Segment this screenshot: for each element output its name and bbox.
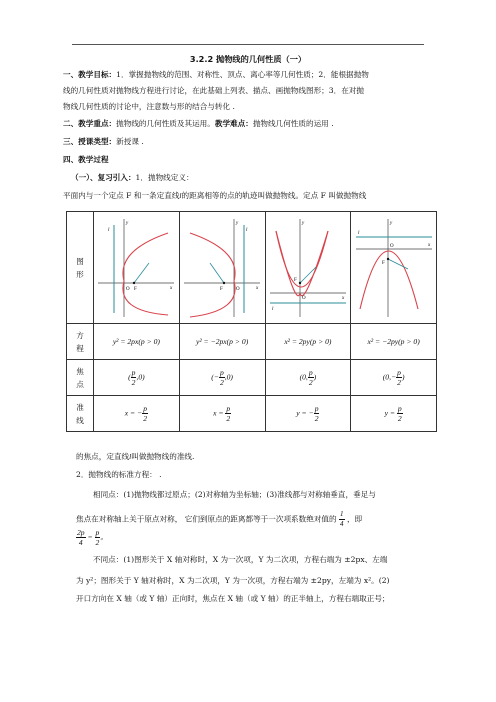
svg-text:O: O — [126, 286, 130, 292]
table-row-figures — [67, 212, 437, 324]
parabola-up-figure — [266, 213, 350, 321]
equation-cell: y² = −2px(p > 0) — [179, 324, 265, 360]
page-title: 3.2.2 抛物线的几何性质（一） — [189, 54, 307, 64]
directrix-cell: y = − $\frac{p}{2}$ — [265, 396, 351, 432]
diff-line-1: 不同点：(1)图形关于 X 轴对称时，X 为一次项，Y 为二次项，方程右端为 ±2px、左端 — [93, 555, 388, 564]
fraction-2p-4: $\frac{2p}{4}$ — [77, 528, 85, 547]
diff-line-2: 为 y²；图形关于 Y 轴对称时，X 为二次项，Y 为一次项，方程右端为 ±2py，左端为 x²。(2) — [76, 576, 390, 585]
objectives-line-1: 一、教学目标：1．掌握抛物线的范围、对称性、顶点、离心率等几何性质；2．能根据抛物 — [63, 70, 369, 79]
row-label-equation: 方 程 — [67, 324, 94, 360]
focus-cell: (0, $\frac{p}{2}$ ) — [265, 360, 351, 396]
equation-cell: x² = −2py(p > 0) — [351, 324, 437, 360]
svg-text:l: l — [108, 227, 110, 233]
svg-text:F: F — [293, 277, 297, 283]
focus-cell: ( $\frac{p}{2}$ ,0) — [94, 360, 180, 396]
table-row-directrices — [67, 396, 437, 432]
objectives-line-2: 线的几何性质对抛物线方程进行讨论，在此基础上列表、描点、画抛物线图形；3．在对抛 — [63, 86, 364, 95]
svg-text:x: x — [341, 295, 345, 301]
same-line-1: 相同点：(1)抛物线都过原点；(2)对称轴为坐标轴；(3)准线都与对称轴垂直，垂足与 — [93, 490, 376, 499]
row-label-focus: 焦 点 — [67, 360, 94, 396]
svg-text:l: l — [271, 306, 274, 312]
same-line-2: 焦点在对称轴上关于原点对称， 它们到原点的距离都等于一次项系数绝对值的 $\frac{1}{4}$ ，即 — [76, 510, 363, 528]
svg-text:F: F — [220, 286, 223, 292]
svg-text:x: x — [256, 285, 259, 291]
focus-cell: (− $\frac{p}{2}$ ,0) — [179, 360, 265, 396]
directrix-cell: y = $\frac{p}{2}$ — [351, 396, 437, 432]
focus-cell: (0,− $\frac{p}{2}$ ) — [351, 360, 437, 396]
diff-line-3: 开口方向在 X 轴（或 Y 轴）正向时，焦点在 X 轴（或 Y 轴）的正半轴上，方程右端取正号； — [76, 594, 390, 603]
svg-text:y: y — [389, 220, 392, 226]
table-row-foci — [67, 360, 437, 396]
review-line: （一）、复习引入：1．抛物线定义： — [71, 173, 194, 182]
objectives-line-3: 物线几何性质的讨论中，注意数与形的结合与转化 . — [63, 102, 235, 111]
parabola-down-figure — [352, 213, 436, 321]
svg-text:y: y — [236, 220, 239, 226]
definition-line: 平面内与一个定点 F 和一条定直线l的距离相等的点的轨迹叫做抛物线。定点 F 叫做抛物线 — [63, 191, 367, 200]
quarter-fraction: $\frac{1}{4}$ — [340, 510, 344, 528]
process-heading: 四、教学过程 — [63, 155, 109, 164]
svg-text:y: y — [301, 220, 305, 226]
parabola-right-figure — [94, 213, 178, 321]
same-line-3: $\frac{2p}{4}$ = $\frac{p}{2}$ 。 — [77, 528, 108, 547]
lesson-type-line: 三、授课类型：新授课 . — [63, 137, 144, 146]
svg-text:l: l — [246, 227, 248, 233]
figure-left-opening — [179, 212, 265, 324]
objectives-heading: 一、教学目标： — [63, 70, 117, 79]
svg-text:O: O — [236, 286, 240, 292]
directrix-cell: x = $\frac{p}{2}$ — [179, 396, 265, 432]
table-row-equations — [67, 324, 437, 360]
focus-line: 二、教学重点：抛物线的几何性质及其运用。教学难点：抛物线几何性质的运用 . — [63, 119, 334, 128]
figure-down-opening — [351, 212, 437, 324]
directrix-cell: x = − $\frac{p}{2}$ — [94, 396, 180, 432]
figure-up-opening — [265, 212, 351, 324]
row-label-directrix: 准 线 — [67, 396, 94, 432]
parabola-left-figure — [180, 213, 264, 321]
svg-text:F: F — [381, 260, 385, 266]
standard-equation-line: 2．抛物线的标准方程： . — [76, 470, 162, 479]
svg-text:x: x — [427, 242, 430, 248]
svg-text:O: O — [389, 243, 394, 249]
svg-text:x: x — [170, 285, 173, 291]
header-rule — [72, 44, 424, 45]
equation-cell: y² = 2px(p > 0) — [94, 324, 180, 360]
svg-text:F: F — [134, 286, 138, 292]
row-label-figure: 图 形 — [67, 212, 94, 324]
equation-cell: x² = 2py(p > 0) — [265, 324, 351, 360]
svg-text:O: O — [301, 295, 306, 301]
svg-text:y: y — [126, 220, 129, 226]
parabola-table — [66, 211, 437, 432]
figure-right-opening — [94, 212, 180, 324]
after-table-line: 的焦点，定直线l叫做抛物线的准线. — [76, 452, 195, 461]
fraction-p-2: $\frac{p}{2}$ — [95, 528, 100, 547]
svg-text:l: l — [357, 230, 360, 236]
